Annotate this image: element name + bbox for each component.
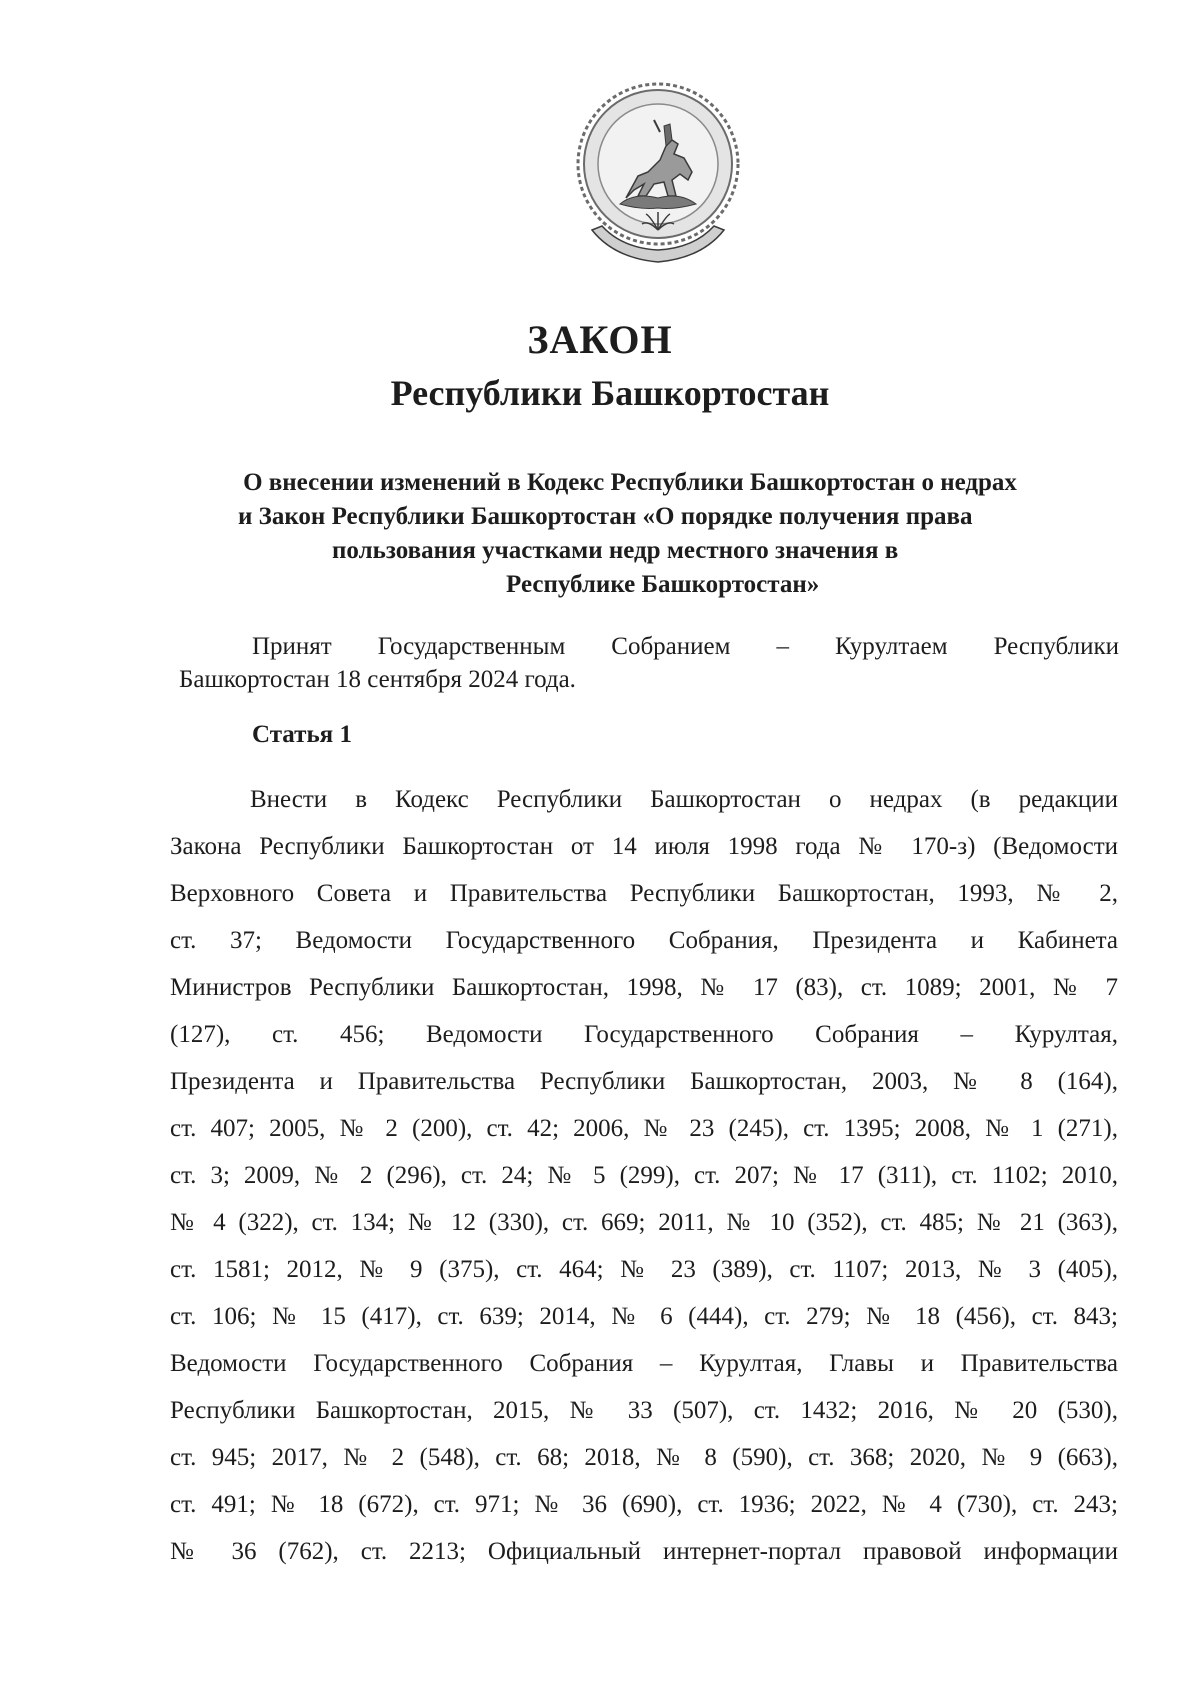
subject-line: О внесении изменений в Кодекс Республики Башкортостан о недрах	[243, 469, 1017, 496]
adoption-note	[179, 630, 1119, 696]
body-line: (127), ст. 456; Ведомости Государственного Собрания – Курултая,	[170, 1021, 1118, 1048]
article-heading: Статья 1	[252, 721, 352, 748]
body-line: ст. 407; 2005, № 2 (200), ст. 42; 2006, № 23 (245), ст. 1395; 2008, № 1 (271),	[170, 1115, 1118, 1142]
article-body	[170, 776, 1118, 1575]
body-line: № 36 (762), ст. 2213; Официальный интернет-портал правовой информации	[170, 1538, 1118, 1565]
subject-line: и Закон Республики Башкортостан «О порядке получения права	[238, 503, 973, 530]
body-line: Закона Республики Башкортостан от 14 июля 1998 года № 170-з) (Ведомости	[170, 833, 1118, 860]
body-line: ст. 1581; 2012, № 9 (375), ст. 464; № 23 (389), ст. 1107; 2013, № 3 (405),	[170, 1256, 1118, 1283]
body-line: ст. 106; № 15 (417), ст. 639; 2014, № 6 (444), ст. 279; № 18 (456), ст. 843;	[170, 1303, 1118, 1330]
body-line: Министров Республики Башкортостан, 1998, № 17 (83), ст. 1089; 2001, № 7	[170, 974, 1118, 1001]
body-line: Республики Башкортостан, 2015, № 33 (507), ст. 1432; 2016, № 20 (530),	[170, 1397, 1118, 1424]
body-line: Внести в Кодекс Республики Башкортостан о недрах (в редакции	[250, 786, 1118, 813]
body-line: Ведомости Государственного Собрания – Курултая, Главы и Правительства	[170, 1350, 1118, 1377]
body-line: Президента и Правительства Республики Башкортостан, 2003, № 8 (164),	[170, 1068, 1118, 1095]
body-line: ст. 491; № 18 (672), ст. 971; № 36 (690), ст. 1936; 2022, № 4 (730), ст. 243;	[170, 1491, 1118, 1518]
adoption-line: Принят Государственным Собранием – Курултаем Республики	[252, 633, 1119, 660]
law-subject	[150, 466, 1110, 602]
body-line: ст. 3; 2009, № 2 (296), ст. 24; № 5 (299), ст. 207; № 17 (311), ст. 1102; 2010,	[170, 1162, 1118, 1189]
coat-of-arms-emblem	[574, 80, 742, 268]
adoption-line: Башкортостан 18 сентября 2024 года.	[179, 666, 576, 693]
body-line: Верховного Совета и Правительства Республики Башкортостан, 1993, № 2,	[170, 880, 1118, 907]
document-title: ЗАКОН	[527, 317, 673, 362]
subject-line: Республике Башкортостан»	[506, 571, 820, 598]
subject-line: пользования участками недр местного значения в	[332, 537, 899, 564]
body-line: ст. 945; 2017, № 2 (548), ст. 68; 2018, № 8 (590), ст. 368; 2020, № 9 (663),	[170, 1444, 1118, 1471]
document-subtitle: Республики Башкортостан	[390, 373, 830, 413]
emblem-icon	[574, 80, 742, 268]
body-line: № 4 (322), ст. 134; № 12 (330), ст. 669; 2011, № 10 (352), ст. 485; № 21 (363),	[170, 1209, 1118, 1236]
body-line: ст. 37; Ведомости Государственного Собрания, Президента и Кабинета	[170, 927, 1118, 954]
